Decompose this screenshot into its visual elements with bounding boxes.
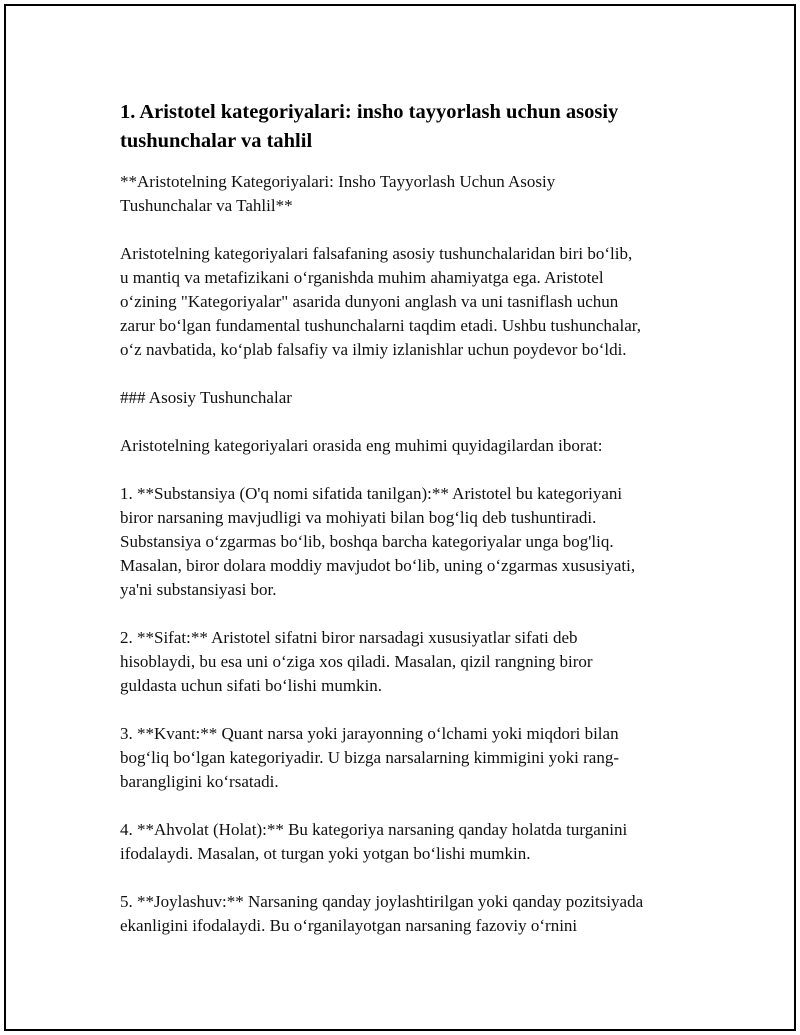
list-item-ahvolat: 4. **Ahvolat (Holat):** Bu kategoriya narsaning qanday holatda turganini ifodalaydi. Masalan, ot turgan yoki yotgan bo‘lishi mumkin. xyxy=(120,820,628,863)
intro-paragraph: Aristotelning kategoriyalari falsafaning asosiy tushunchalaridan biri bo‘lib, u mantiq va metafizikani o‘rganishda muhim ahamiyatga ega. Aristotel o‘zining "Kategoriyalar" asarida dunyoni anglash va uni tasniflash uchun zarur bo‘lgan fundamental tushunchalarni taqdim etadi. Ushbu tushunchalar, o‘z navbatida, ko‘plab falsafiy va ilmiy izlanishlar uchun poydevor bo‘ldi. xyxy=(120,244,641,359)
document-body xyxy=(120,98,700,962)
list-item-substansiya: 1. **Substansiya (O'q nomi sifatida tanilgan):** Aristotel bu kategoriyani biror narsaning mavjudligi va mohiyati bilan bog‘liq deb tushuntiradi. Substansiya o‘zgarmas bo‘lib, boshqa barcha kategoriyalar unga bog'liq. Masalan, biror dolara moddiy mavjudot bo‘lib, uning o‘zgarmas xususiyati, ya'ni substansiyasi bor. xyxy=(120,484,636,599)
list-item-sifat: 2. **Sifat:** Aristotel sifatni biror narsadagi xususiyatlar sifati deb hisoblaydi, bu esa uni o‘ziga xos qiladi. Masalan, qizil rangning biror guldasta uchun sifati bo‘lishi mumkin. xyxy=(120,628,593,695)
list-intro-paragraph: Aristotelning kategoriyalari orasida eng muhimi quyidagilardan iborat: xyxy=(120,436,603,455)
list-item-joylashuv: 5. **Joylashuv:** Narsaning qanday joylashtirilgan yoki qanday pozitsiyada ekanligini ifodalaydi. Bu o‘rganilayotgan narsaning fazoviy o‘rnini xyxy=(120,892,644,935)
document-title: 1. Aristotel kategoriyalari: insho tayyorlash uchun asosiy tushunchalar va tahlil xyxy=(120,101,619,152)
list-item-kvant: 3. **Kvant:** Quant narsa yoki jarayonning o‘lchami yoki miqdori bilan bog‘liq bo‘lgan kategoriyadir. U bizga narsalarning kimmigini yoki rang- barangligini ko‘rsatadi. xyxy=(120,724,620,791)
page-frame xyxy=(4,4,796,1031)
document-subtitle: **Aristotelning Kategoriyalari: Insho Tayyorlash Uchun Asosiy Tushunchalar va Tahlil** xyxy=(120,172,556,215)
section-heading: ### Asosiy Tushunchalar xyxy=(120,388,292,407)
